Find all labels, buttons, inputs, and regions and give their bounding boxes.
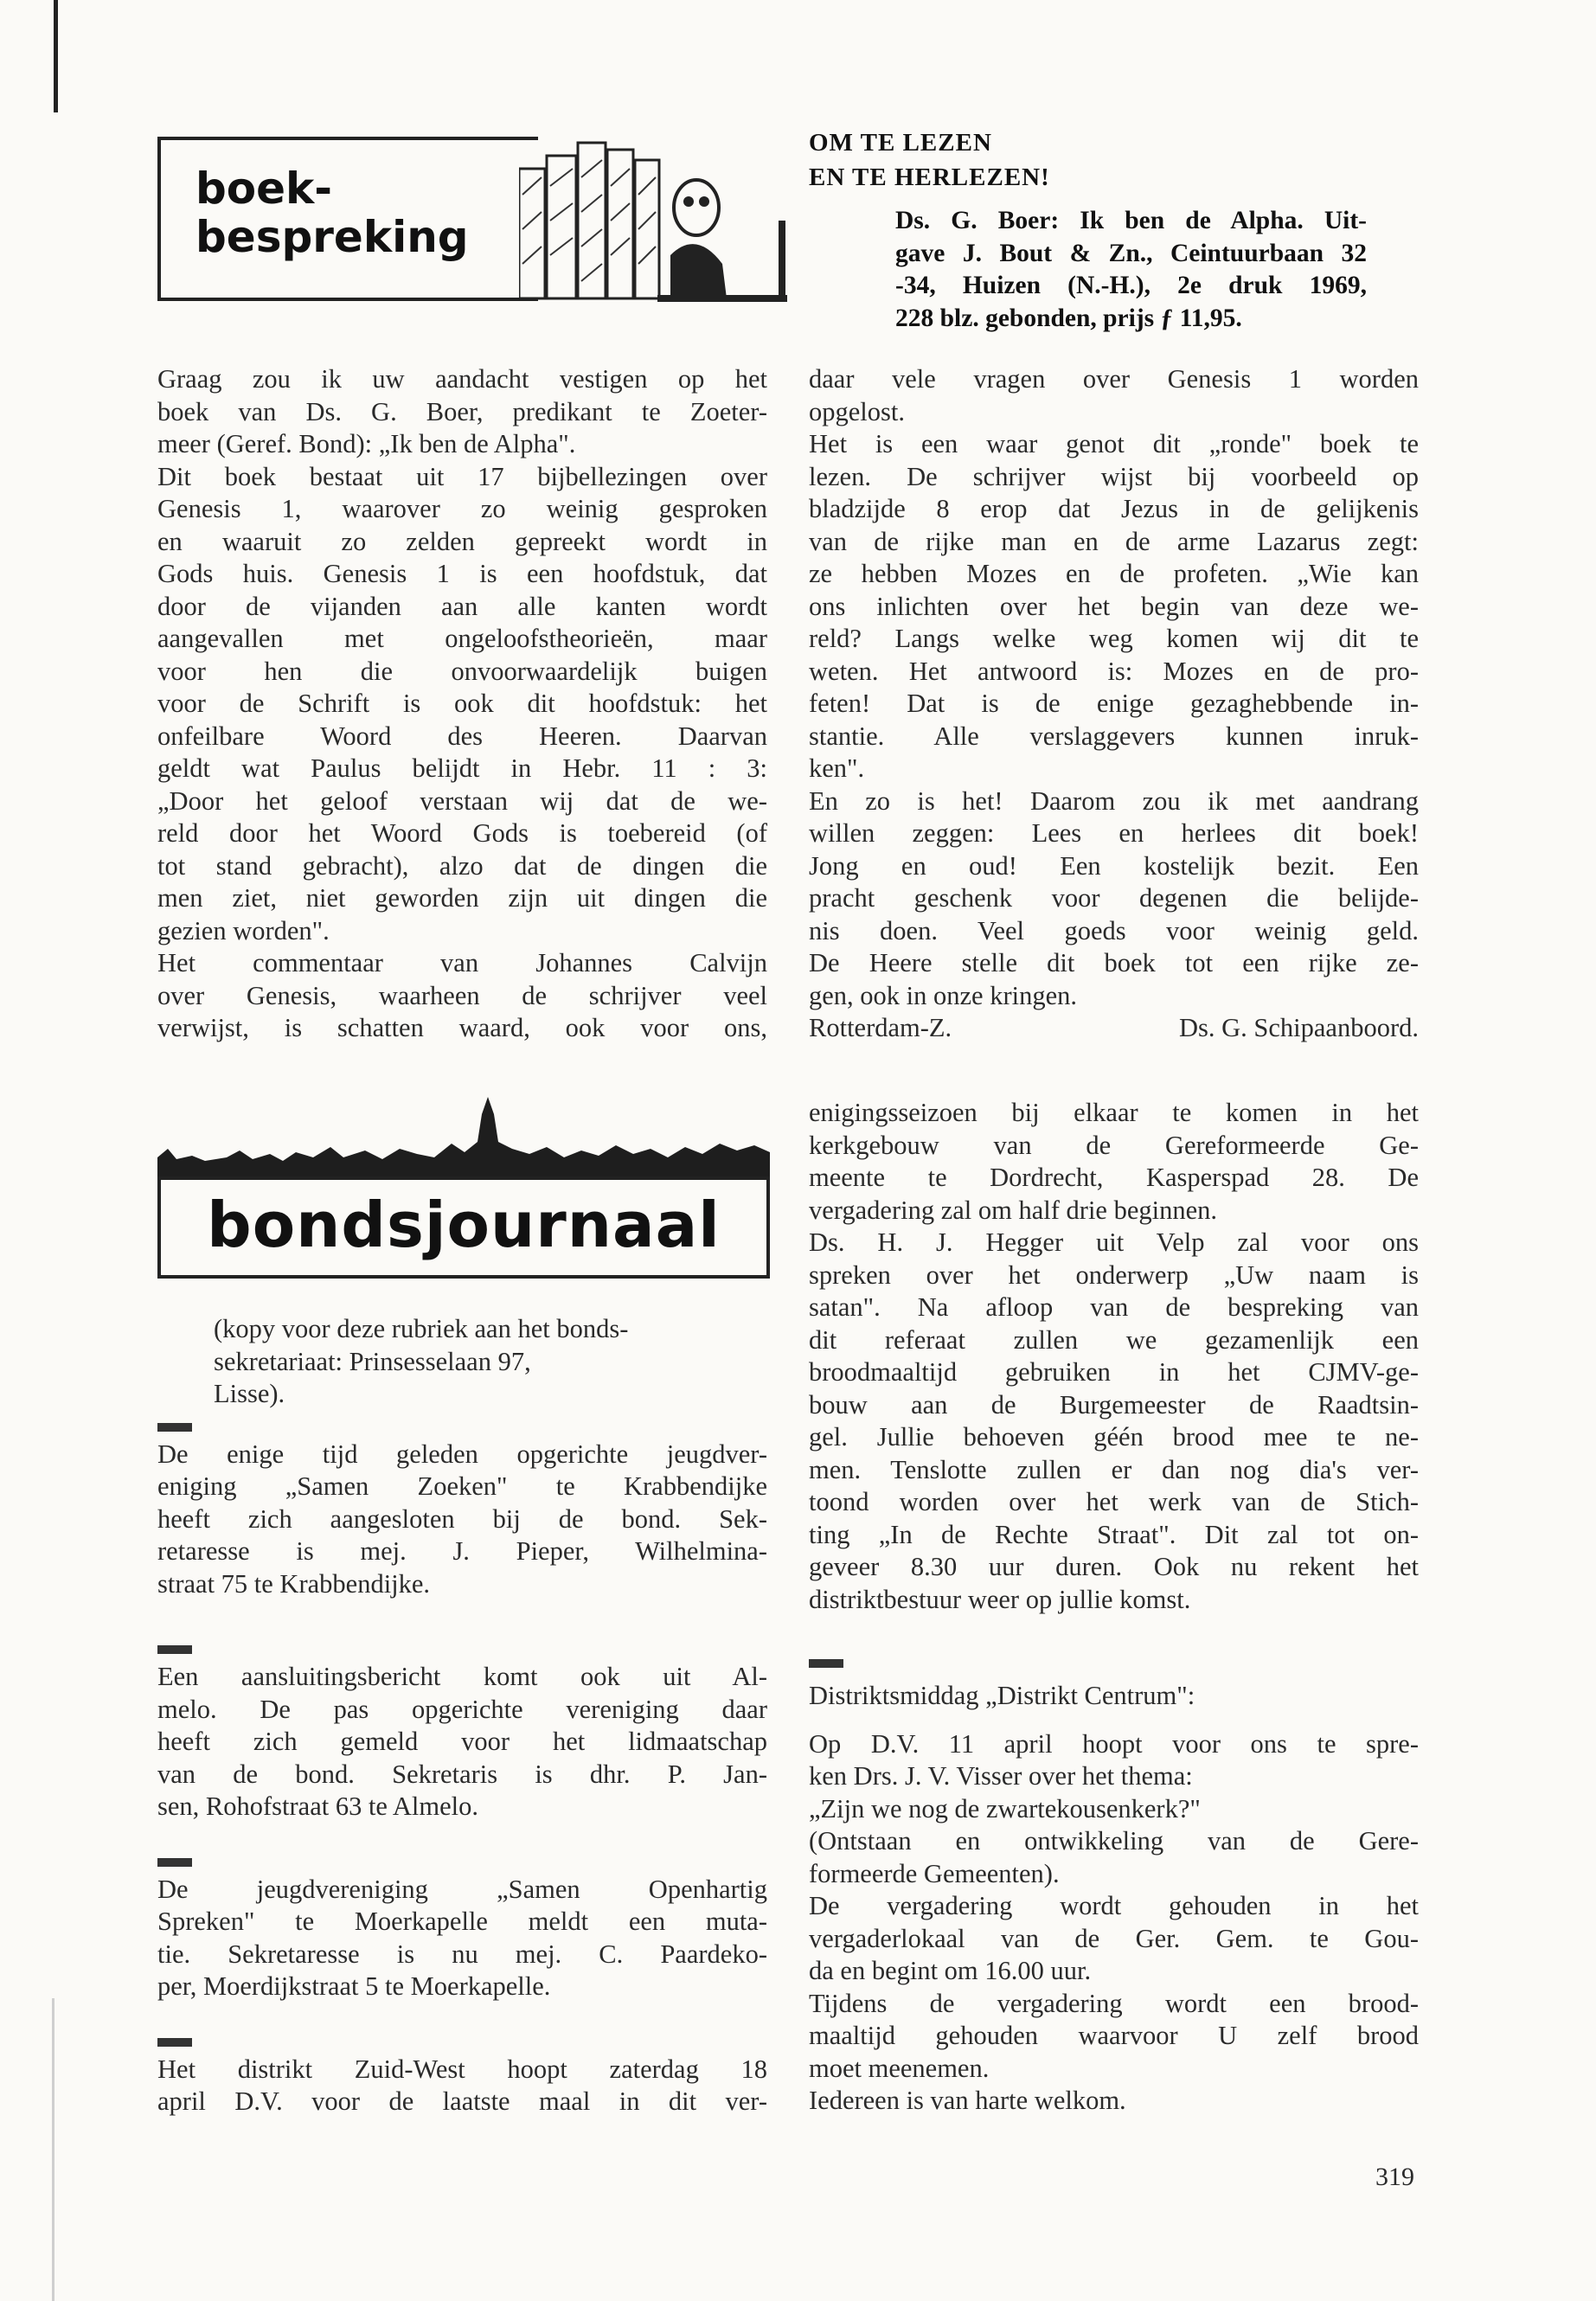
text-line: De Heere stelle dit boek tot een rijke ze- <box>809 948 1419 977</box>
owl-icon <box>674 180 719 235</box>
text-line: aangevallen met ongeloofstheorieën, maar <box>157 624 767 653</box>
text-line: En zo is het! Daarom zou ik met aandrang <box>809 785 1419 816</box>
item-marker <box>809 1659 843 1668</box>
text-line: enigingsseizoen bij elkaar te komen in het <box>809 1098 1419 1127</box>
town-skyline-illustration <box>157 1097 770 1179</box>
text-line: Gods huis. Genesis 1 is een hoofdstuk, dat <box>157 559 767 588</box>
review-paragraph <box>157 363 767 1045</box>
text-line: dit referaat zullen we gezamenlijk een <box>809 1324 1419 1355</box>
review-right-column <box>809 363 1419 1045</box>
text-line: (kopy voor deze rubriek aan het bonds- <box>214 1314 629 1343</box>
item-marker <box>157 1645 192 1654</box>
text-line: eniging „Samen Zoeken" te Krabbendijke <box>157 1471 767 1501</box>
text-line: Rotterdam-Z. <box>809 1013 952 1042</box>
text-line: door de vijanden aan alle kanten wordt <box>157 591 767 621</box>
text-line: en waaruit zo zelden gepreekt wordt in <box>157 526 767 556</box>
text-line: lezen. De schrijver wijst bij voorbeeld op <box>809 461 1419 491</box>
text-line: meente te Dordrecht, Kasperspad 28. De <box>809 1163 1419 1192</box>
text-line: voor hen die onvoorwaardelijk buigen <box>157 656 767 686</box>
text-line: feten! Dat is de enige gezaghebbende in- <box>809 689 1419 718</box>
text-line: Ds. G. Boer: Ik ben de Alpha. Uit- <box>895 207 1367 234</box>
text-line: geveer 8.30 uur duren. Ook nu rekent het <box>809 1552 1419 1581</box>
review-signature <box>809 1012 1419 1045</box>
text-line: Tijdens de vergadering wordt een brood- <box>809 1988 1419 2018</box>
text-line: Dit boek bestaat uit 17 bijbellezingen over <box>157 461 767 491</box>
text-line: -34, Huizen (N.-H.), 2e druk 1969, <box>895 272 1367 299</box>
text-line: van de rijke man en de arme Lazarus zegt: <box>809 526 1419 556</box>
text-line: per, Moerdijkstraat 5 te Moerkapelle. <box>157 1971 551 2001</box>
bondsjournaal-right-column <box>809 1097 1419 2118</box>
bondsjournaal-left-column <box>157 1313 767 2118</box>
text-line: 228 blz. gebonden, prijs ƒ 11,95. <box>895 304 1242 332</box>
text-line: bouw aan de Burgemeester de Raadtsin- <box>809 1389 1419 1420</box>
text-line: heeft zich gemeld voor het lidmaatschap <box>157 1727 767 1756</box>
text-line: geldt wat Paulus belijdt in Hebr. 11 : 3: <box>157 753 767 783</box>
text-line: distriktbestuur weer op jullie komst. <box>809 1584 1191 1614</box>
text-line: ken Drs. J. V. Visser over het thema: <box>809 1761 1193 1791</box>
text-line: Spreken" te Moerkapelle meldt een muta- <box>157 1907 767 1936</box>
text-line: Een aansluitingsbericht komt ook uit Al- <box>157 1662 767 1691</box>
item-marker <box>157 1858 192 1867</box>
bondsjournaal-title: bondsjournaal <box>207 1189 721 1261</box>
page-edge-mark <box>54 0 58 112</box>
bondsjournaal-header <box>157 1176 770 1279</box>
review-paragraph <box>809 363 1419 1045</box>
text-line: Op D.V. 11 april hoopt voor ons te spre- <box>809 1728 1419 1759</box>
text-line: toond worden over het werk van de Stich- <box>809 1487 1419 1516</box>
text-line: Het commentaar van Johannes Calvijn <box>157 948 767 977</box>
news-item <box>809 1728 1419 2118</box>
text-line: over Genesis, waarheen de schrijver veel <box>157 980 767 1010</box>
text-line: sekretariaat: Prinsesselaan 97, <box>214 1346 531 1376</box>
text-line: Ds. H. J. Hegger uit Velp zal voor ons <box>809 1227 1419 1257</box>
book-title-block <box>809 125 1432 335</box>
text-line: moet meenemen. <box>809 2053 990 2083</box>
text-line: willen zeggen: Lees en herlees dit boek! <box>809 818 1419 848</box>
text-line: De enige tijd geleden opgerichte jeugdver- <box>157 1439 767 1469</box>
news-item <box>157 1874 767 2003</box>
text-line: bladzijde 8 erop dat Jezus in de gelijkenis <box>809 494 1419 523</box>
text-line: Het is een waar genot dit „ronde" boek te <box>809 429 1419 458</box>
text-line: Jong en oud! Een kostelijk bezit. Een <box>809 850 1419 881</box>
text-line: van de bond. Sekretaris is dhr. P. Jan- <box>157 1759 767 1789</box>
text-line: reld? Langs welke weg komen wij dit te <box>809 624 1419 653</box>
text-line: broodmaaltijd gebruiken in het CJMV-ge- <box>809 1357 1419 1387</box>
text-line: De jeugdvereniging „Samen Openhartig <box>157 1874 767 1904</box>
text-line: boek- <box>195 163 333 214</box>
item-marker <box>157 2038 192 2047</box>
item-marker <box>157 1423 192 1432</box>
text-line: Ds. G. Schipaanboord. <box>1178 1013 1419 1042</box>
news-item <box>157 1439 767 1601</box>
text-line: stantie. Alle verslaggevers kunnen inruk- <box>809 721 1419 751</box>
text-line: melo. De pas opgerichte vereniging daar <box>157 1694 767 1724</box>
centrum-heading <box>809 1680 1419 1713</box>
text-line: spreken over het onderwerp „Uw naam is <box>809 1259 1419 1290</box>
text-line: onfeilbare Woord des Heeren. Daarvan <box>157 721 767 751</box>
text-line: Graag zou ik uw aandacht vestigen op het <box>157 364 767 394</box>
text-line: gave J. Bout & Zn., Ceintuurbaan 32 <box>895 239 1367 267</box>
text-line: ting „In de Rechte Straat". Dit zal tot on- <box>809 1519 1419 1549</box>
book-spine <box>607 150 633 298</box>
text-line: boek van Ds. G. Boer, predikant te Zoeter- <box>157 396 767 426</box>
boekbespreking-header <box>157 137 538 301</box>
text-line: formeerde Gemeenten). <box>809 1858 1060 1888</box>
text-line: ken". <box>809 753 865 783</box>
om-te-lezen-heading <box>809 125 1432 195</box>
text-line: nis doen. Veel goeds voor weinig geld. <box>809 915 1419 945</box>
text-line: retaresse is mej. J. Pieper, Wilhelmina- <box>157 1536 767 1566</box>
text-line: heeft zich aangesloten bij de bond. Sek- <box>157 1503 767 1534</box>
page-edge-shadow <box>52 1998 54 2301</box>
text-line: april D.V. voor de laatste maal in dit ver- <box>157 2086 767 2116</box>
news-item <box>157 1661 767 1823</box>
text-line: ons inlichten over het begin van deze we- <box>809 591 1419 621</box>
text-line: De vergadering wordt gehouden in het <box>809 1891 1419 1920</box>
book-spine <box>519 169 545 298</box>
text-line: straat 75 te Krabbendijke. <box>157 1568 431 1599</box>
text-line: OM TE LEZEN <box>809 129 992 157</box>
text-line: Genesis 1, waarover zo weinig gesproken <box>157 494 767 523</box>
page-number: 319 <box>1375 2163 1414 2191</box>
text-line: maaltijd gehouden waarvoor U zelf brood <box>809 2021 1419 2050</box>
book-info <box>895 205 1367 335</box>
text-line: Distriktsmiddag „Distrikt Centrum": <box>809 1681 1195 1710</box>
text-line: Iedereen is van harte welkom. <box>809 2086 1126 2115</box>
text-line: men. Tenslotte zullen er dan nog dia's ver- <box>809 1454 1419 1484</box>
text-line: Het distrikt Zuid-West hoopt zaterdag 18 <box>157 2054 767 2084</box>
text-line: kerkgebouw van de Gereformeerde Ge- <box>809 1130 1419 1160</box>
text-line: daar vele vragen over Genesis 1 worden <box>809 364 1419 394</box>
book-spine <box>578 143 606 298</box>
text-line: (Ontstaan en ontwikkeling van de Gere- <box>809 1826 1419 1856</box>
boekbespreking-title <box>195 164 469 261</box>
text-line: da en begint om 16.00 uur. <box>809 1956 1092 1985</box>
news-item-continued <box>809 1097 1419 1616</box>
text-line: EN TE HERLEZEN! <box>809 163 1050 191</box>
text-line: „Zijn we nog de zwartekousenkerk?" <box>809 1793 1201 1823</box>
text-line: vergadering zal om half drie beginnen. <box>809 1195 1218 1225</box>
text-line: men ziet, niet geworden zijn uit dingen die <box>157 883 767 913</box>
text-line: gen, ook in onze kringen. <box>809 980 1078 1010</box>
text-line: weten. Het antwoord is: Mozes en de pro- <box>809 656 1419 686</box>
text-line: sen, Rohofstraat 63 te Almelo. <box>157 1791 479 1821</box>
text-line: bespreking <box>195 212 469 262</box>
text-line: gel. Jullie behoeven géén brood mee te ne- <box>809 1422 1419 1452</box>
books-and-owl-illustration <box>519 125 787 311</box>
text-line: pracht geschenk voor degenen die belijde- <box>809 883 1419 913</box>
news-item <box>157 2054 767 2118</box>
text-line: ze hebben Mozes en de profeten. „Wie kan <box>809 559 1419 588</box>
text-line: Lisse). <box>214 1379 285 1408</box>
text-line: vergaderlokaal van de Ger. Gem. te Gou- <box>809 1923 1419 1953</box>
text-line: verwijst, is schatten waard, ook voor ons, <box>157 1013 767 1042</box>
text-line: opgelost. <box>809 396 905 426</box>
text-line: satan". Na afloop van de bespreking van <box>809 1292 1419 1322</box>
review-left-column <box>157 363 767 1045</box>
text-line: voor de Schrift is ook dit hoofdstuk: het <box>157 689 767 718</box>
kopy-note <box>214 1313 767 1411</box>
text-line: reld door het Woord Gods is toebereid (of <box>157 818 767 848</box>
text-line: tot stand gebracht), alzo dat de dingen die <box>157 850 767 881</box>
text-line: gezien worden". <box>157 915 330 945</box>
text-line: meer (Geref. Bond): „Ik ben de Alpha". <box>157 429 576 458</box>
text-line: „Door het geloof verstaan wij dat de we- <box>157 785 767 816</box>
text-line: tie. Sekretaresse is nu mej. C. Paardeko- <box>157 1939 767 1969</box>
